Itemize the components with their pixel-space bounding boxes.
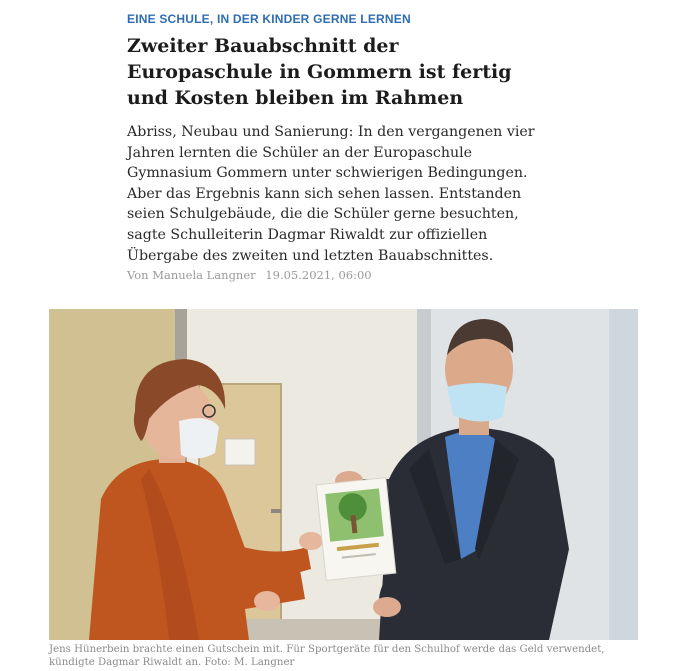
- photo-caption: Jens Hünerbein brachte einen Gutschein mit. Für Sportgeräte für den Schulhof werde das Geld verwendet, kündigte Dagmar Riwaldt an. Foto: M. Langner: [49, 644, 605, 668]
- article-teaser: Abriss, Neubau und Sanierung: In den vergangenen vier Jahren lernten die Schüler an der Europaschule Gymnasium Gommern unter schwierigen Bedingungen. Aber das Ergebnis kann sich sehen lassen. Entstanden seien Schulgebäude, die die Schüler gerne besuchten, sagte Schulleiterin Dagmar Riwaldt zur offiziellen Übergabe des zweiten und letzten Bauabschnittes.: [127, 124, 535, 264]
- byline-author[interactable]: Von Manuela Langner: [127, 268, 256, 282]
- voucher-card: [316, 478, 396, 581]
- byline-timestamp: 19.05.2021, 06:00: [265, 268, 372, 282]
- article-photo[interactable]: [49, 309, 638, 640]
- byline: [127, 268, 372, 282]
- article-kicker[interactable]: EINE SCHULE, IN DER KINDER GERNE LERNEN: [127, 12, 411, 26]
- article-headline[interactable]: Zweiter Bauabschnitt der Europaschule in Gommern ist fertig und Kosten bleiben im Rahmen: [127, 35, 512, 109]
- photo-illustration: [49, 309, 638, 640]
